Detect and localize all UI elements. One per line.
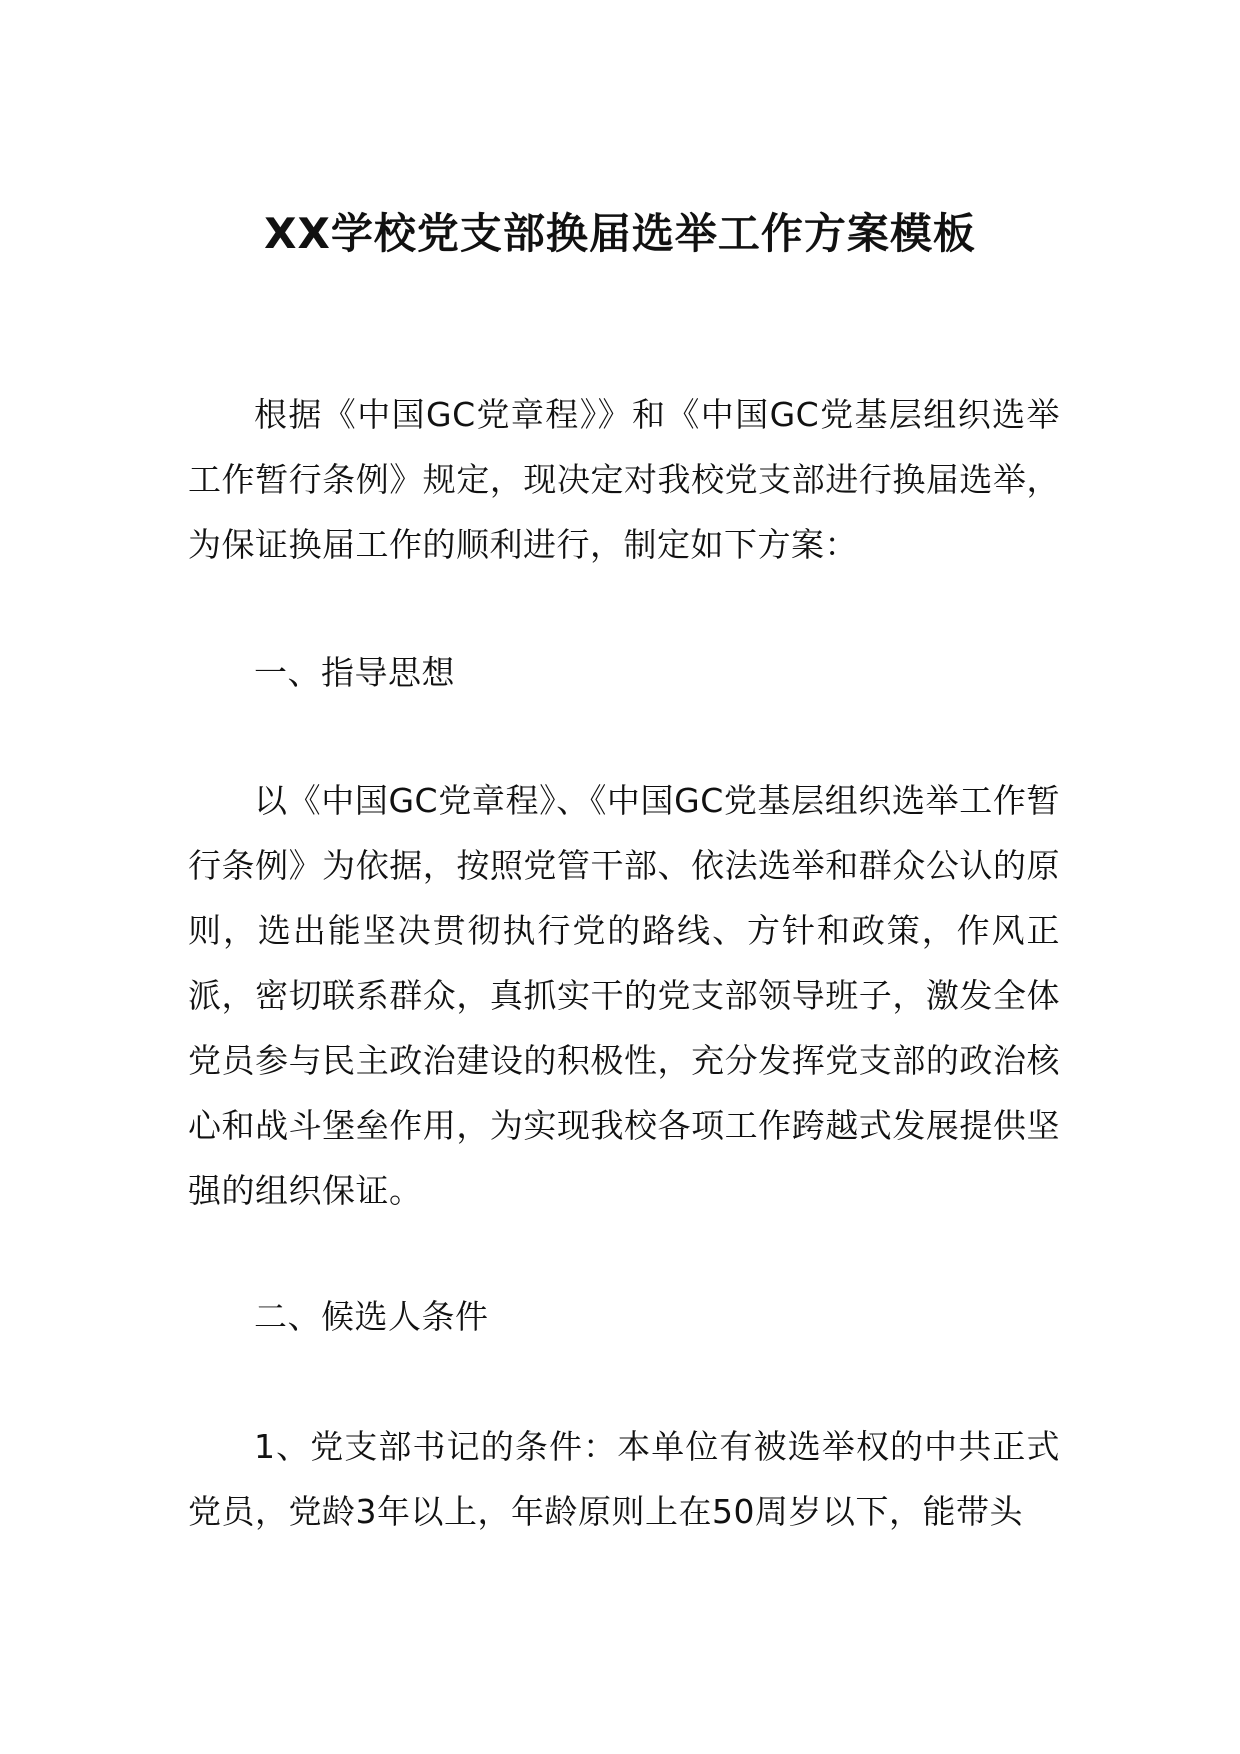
guiding-ideology-paragraph: 以《中国GC党章程》、《中国GC党基层组织选举工作暂行条例》为依据，按照党管干部、依法选举和群众公认的原则，选出能坚决贯彻执行党的路线、方针和政策，作风正派，密切联系群众，真抓实干的党支部领导班子，激发全体党员参与民主政治建设的积极性，充分发挥党支部的政治核心和战斗堡垒作用，为实现我校各项工作跨越式发展提供坚强的组织保证。 [188, 781, 1060, 1210]
intro-paragraph: 根据《中国GC党章程》》和《中国GC党基层组织选举工作暂行条例》规定，现决定对我校党支部进行换届选举，为保证换届工作的顺利进行，制定如下方案： [188, 395, 1060, 564]
section-heading-candidate-conditions: 二、候选人条件 [254, 1297, 489, 1336]
document-title: XX学校党支部换届选举工作方案模板 [264, 209, 976, 258]
section-heading-guiding-ideology: 一、指导思想 [254, 653, 455, 692]
candidate-condition-item-1: 1、党支部书记的条件：本单位有被选举权的中共正式党员，党龄3年以上，年龄原则上在50周岁以下，能带头 [188, 1427, 1060, 1531]
